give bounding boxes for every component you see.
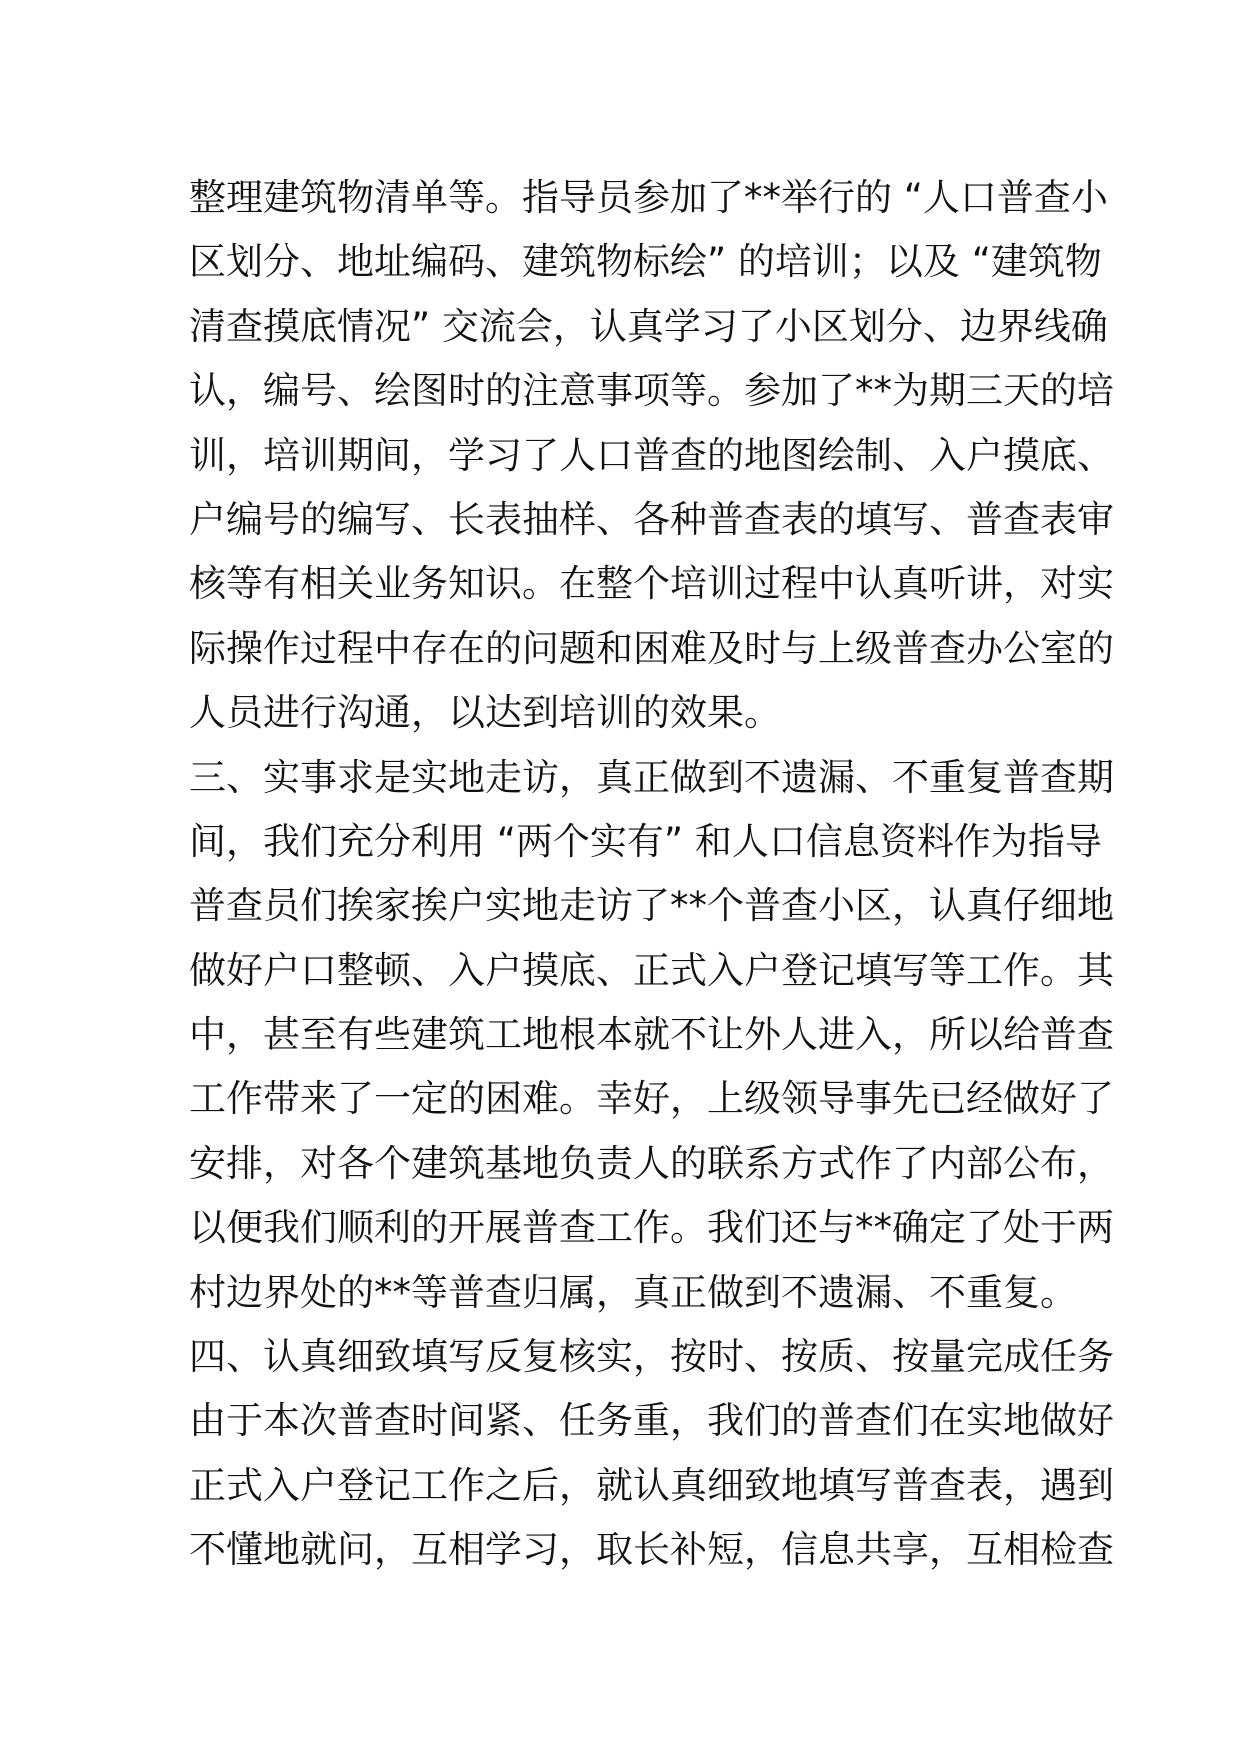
- text-line: 整理建筑物清单等。指导员参加了**举行的 “人口普查小: [189, 176, 1108, 219]
- text-line: 核等有相关业务知识。在整个培训过程中认真听讲，对实: [189, 562, 1114, 606]
- text-line: 工作带来了一定的困难。幸好，上级领导事先已经做好了: [189, 1077, 1114, 1121]
- section-heading-line: 四、认真细致填写反复核实，按时、按质、按量完成任务: [189, 1335, 1114, 1379]
- text-line: 认，编号、绘图时的注意事项等。参加了**为期三天的培: [189, 369, 1114, 413]
- text-line: 正式入户登记工作之后，就认真细致地填写普查表，遇到: [189, 1463, 1114, 1507]
- text-line: 训，培训期间，学习了人口普查的地图绘制、入户摸底、: [189, 433, 1114, 477]
- text-line: 安排，对各个建筑基地负责人的联系方式作了内部公布，: [189, 1141, 1114, 1185]
- body-text: [189, 166, 1114, 1583]
- text-line: 由于本次普查时间紧、任务重，我们的普查们在实地做好: [189, 1399, 1114, 1443]
- text-line: 以便我们顺利的开展普查工作。我们还与**确定了处于两: [189, 1206, 1114, 1250]
- section-heading-line: 三、实事求是实地走访，真正做到不遗漏、不重复普查期: [189, 755, 1114, 799]
- text-line: 户编号的编写、长表抽样、各种普查表的填写、普查表审: [189, 497, 1114, 541]
- text-line: 做好户口整顿、入户摸底、正式入户登记填写等工作。其: [189, 948, 1114, 992]
- text-line: 区划分、地址编码、建筑物标绘” 的培训；以及 “建筑物: [189, 240, 1102, 284]
- text-line: 村边界处的**等普查归属，真正做到不遗漏、不重复。: [189, 1270, 1077, 1314]
- text-line: 不懂地就问，互相学习，取长补短，信息共享，互相检查: [189, 1528, 1114, 1572]
- text-line: 间，我们充分利用 “两个实有” 和人口信息资料作为指导: [189, 819, 1102, 863]
- text-line: 中，甚至有些建筑工地根本就不让外人进入，所以给普查: [189, 1013, 1114, 1057]
- text-line: 际操作过程中存在的问题和困难及时与上级普查办公室的: [189, 626, 1114, 670]
- text-line: 普查员们挨家挨户实地走访了**个普查小区，认真仔细地: [189, 884, 1114, 928]
- text-line: 人员进行沟通，以达到培训的效果。: [189, 691, 781, 735]
- text-line: 清查摸底情况” 交流会，认真学习了小区划分、边界线确: [189, 304, 1108, 348]
